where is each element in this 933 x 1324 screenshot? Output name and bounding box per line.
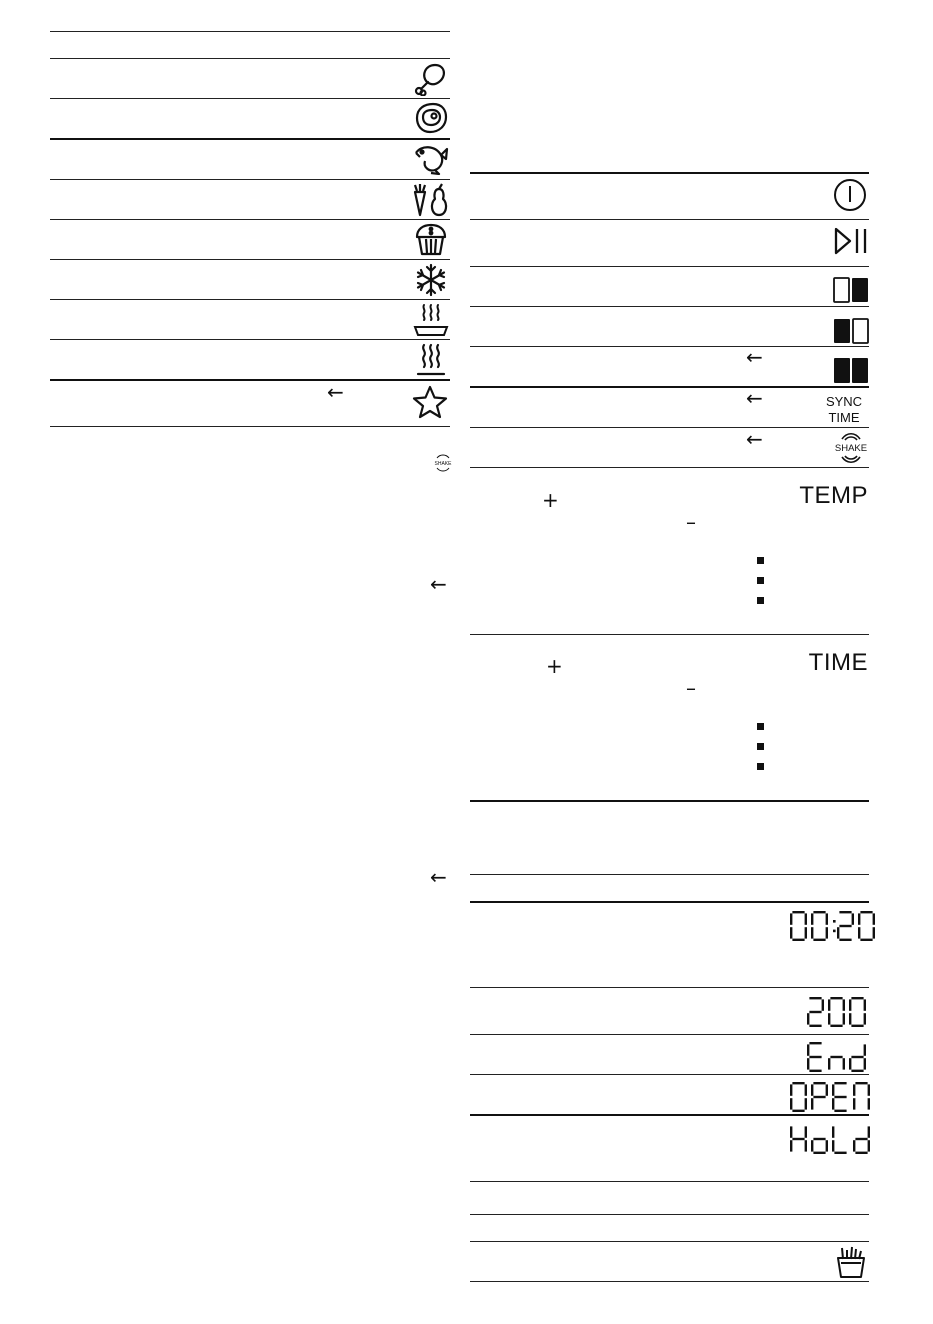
- arrow-left-icon: ←: [327, 380, 344, 404]
- zone-right-icon: [833, 277, 869, 303]
- shake-small-label: SHAKE: [434, 461, 452, 467]
- time-display: [790, 911, 875, 946]
- temp-display: [807, 997, 866, 1032]
- zone-both-icon: [833, 357, 869, 384]
- divider: [470, 1241, 869, 1242]
- arrow-left-icon: ←: [746, 386, 763, 410]
- divider: [470, 1034, 869, 1035]
- dot: [757, 577, 764, 584]
- sync-time-line2: TIME: [828, 410, 860, 425]
- minus-symbol: –: [686, 676, 696, 700]
- minus-symbol: –: [686, 510, 696, 534]
- dot: [757, 743, 764, 750]
- vegetables-icon: [411, 182, 449, 217]
- plus-symbol: +: [546, 654, 563, 678]
- arrow-left-icon: ←: [746, 427, 763, 451]
- dot: [757, 723, 764, 730]
- plus-symbol: +: [542, 488, 559, 512]
- divider: [470, 1181, 869, 1182]
- sync-time-line1: SYNC: [825, 394, 863, 409]
- divider: [470, 901, 869, 903]
- end-display: [807, 1042, 866, 1077]
- time-label: TIME: [808, 649, 868, 676]
- divider: [470, 634, 869, 635]
- fish-icon: [411, 141, 449, 175]
- divider: [50, 179, 450, 180]
- hold-display: [790, 1124, 870, 1159]
- divider: [50, 98, 450, 99]
- dot: [757, 597, 764, 604]
- dot: [757, 763, 764, 770]
- divider: [470, 427, 869, 428]
- divider: [470, 219, 869, 220]
- shake-small-icon: [434, 453, 452, 473]
- zone-left-icon: [833, 318, 869, 344]
- divider: [50, 379, 450, 381]
- divider: [470, 1214, 869, 1215]
- divider: [470, 172, 869, 174]
- reheat-icon: [412, 302, 450, 338]
- power-icon: [832, 177, 868, 213]
- divider: [470, 800, 869, 802]
- divider: [470, 386, 869, 388]
- temp-label: TEMP: [799, 482, 868, 509]
- divider: [50, 339, 450, 340]
- drumstick-icon: [413, 62, 449, 96]
- steak-icon: [413, 101, 449, 135]
- divider: [470, 1281, 869, 1282]
- divider: [470, 987, 869, 988]
- sync-time-label: [820, 394, 868, 426]
- divider: [50, 259, 450, 260]
- muffin-icon: [413, 222, 449, 257]
- snowflake-icon: [414, 263, 448, 297]
- divider: [470, 306, 869, 307]
- dot: [757, 557, 764, 564]
- divider: [50, 219, 450, 220]
- divider: [470, 467, 869, 468]
- open-display: [790, 1082, 870, 1117]
- fries-icon: [834, 1245, 868, 1279]
- keep-warm-icon: [412, 343, 450, 377]
- play-pause-icon: [833, 226, 869, 256]
- divider: [50, 58, 450, 59]
- divider: [50, 31, 450, 32]
- divider: [50, 299, 450, 300]
- divider: [50, 426, 450, 427]
- star-icon: [411, 384, 449, 420]
- divider: [50, 138, 450, 140]
- shake-label: SHAKE: [834, 443, 868, 454]
- shake-icon: [832, 430, 870, 466]
- divider: [470, 346, 869, 347]
- divider: [470, 874, 869, 875]
- arrow-left-icon: ←: [746, 345, 763, 369]
- arrow-left-icon: ←: [430, 572, 447, 596]
- divider: [470, 266, 869, 267]
- arrow-left-icon: ←: [430, 865, 447, 889]
